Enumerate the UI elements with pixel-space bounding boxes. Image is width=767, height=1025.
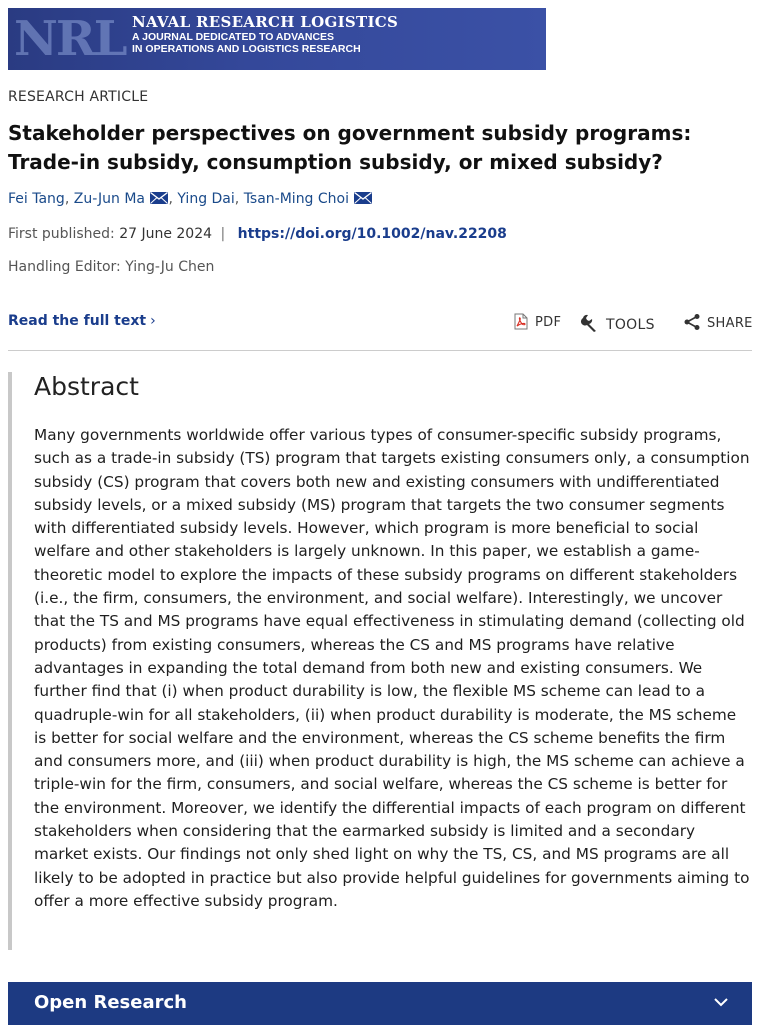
tools-button[interactable] (580, 313, 655, 333)
wrench-icon (580, 313, 600, 333)
first-published-date: 27 June 2024 (119, 226, 213, 242)
author-link[interactable]: Fei Tang (8, 191, 65, 207)
article-type: RESEARCH ARTICLE (8, 89, 149, 105)
author-link[interactable]: Tsan-Ming Choi (243, 191, 350, 207)
pdf-button[interactable] (513, 313, 561, 330)
open-research-label: Open Research (34, 992, 187, 1013)
open-research-accordion[interactable] (8, 982, 752, 1025)
doi-link[interactable]: https://doi.org/10.1002/nav.22208 (237, 226, 507, 242)
email-icon[interactable] (150, 192, 168, 204)
journal-logo: NRL (14, 11, 126, 67)
separator: | (220, 226, 226, 242)
first-published-label: First published: (8, 226, 115, 242)
share-button[interactable] (683, 313, 753, 331)
journal-banner[interactable] (8, 8, 546, 70)
publication-info (8, 226, 507, 242)
journal-title: NAVAL RESEARCH LOGISTICS (132, 13, 399, 31)
journal-subtitle-line-1: A JOURNAL DEDICATED TO ADVANCES (132, 31, 335, 43)
chevron-right-icon: › (150, 313, 156, 329)
journal-subtitle (132, 31, 542, 55)
chevron-down-icon (712, 993, 730, 1011)
author-link[interactable]: Ying Dai (177, 191, 235, 207)
handling-editor: Handling Editor: Ying-Ju Chen (8, 259, 215, 275)
tools-label: TOOLS (606, 317, 655, 333)
article-title: Stakeholder perspectives on government subsidy programs: Trade-in subsidy, consumption subsidy, or mixed subsidy? (8, 121, 692, 174)
read-full-text-link[interactable] (8, 313, 156, 329)
author-list: Fei Tang, Zu-Jun Ma , Ying Dai, Tsan-Ming Choi (8, 191, 372, 207)
divider (8, 350, 752, 351)
share-icon (683, 313, 701, 331)
author-link[interactable]: Zu-Jun Ma (73, 191, 146, 207)
abstract-heading: Abstract (34, 372, 139, 401)
read-full-text-label: Read the full text (8, 313, 147, 329)
pdf-icon (513, 313, 529, 330)
email-icon[interactable] (354, 192, 372, 204)
journal-subtitle-line-2: IN OPERATIONS AND LOGISTICS RESEARCH (132, 43, 361, 55)
abstract-text: Many governments worldwide offer various types of consumer-specific subsidy programs, such as a trade-in subsidy (TS) program that targets existing consumers only, a consumption subsidy (CS) program that covers both new and existing consumers with undifferentiated subsidy levels, or a mixed subsidy (MS) program that targets the two consumer segments with differentiated subsidy levels. However, which program is more beneficial to social welfare and other stakeholders is largely unknown. In this paper, we establish a game-theoretic model to explore the impacts of these subsidy programs on different stakeholders (i.e., the firm, consumers, the environment, and social welfare). Interestingly, we uncover that the TS and MS programs have equal effectiveness in stimulating demand (collecting old products) from existing consumers, whereas the CS and MS programs have relative advantages in expanding the total demand from both new and existing consumers. We further find that (i) when product durability is low, the flexible MS scheme can lead to a quadruple-win for all stakeholders, (ii) when product durability is moderate, the MS scheme is better for social welfare and the environment, whereas the CS scheme benefits the firm and consumers more, and (iii) when product durability is high, the MS scheme can achieve a triple-win for the firm, consumers, and social welfare, whereas the CS scheme is better for the environment. Moreover, we identify the differential impacts of each program on different stakeholders when considering that the earmarked subsidy is limited and a secondary market exists. Our findings not only shed light on why the TS, CS, and MS programs are all likely to be adopted in practice but also provide helpful guidelines for governments aiming to offer a more effective subsidy program. (34, 426, 750, 910)
pdf-label: PDF (535, 315, 562, 330)
share-label: SHARE (707, 316, 753, 331)
